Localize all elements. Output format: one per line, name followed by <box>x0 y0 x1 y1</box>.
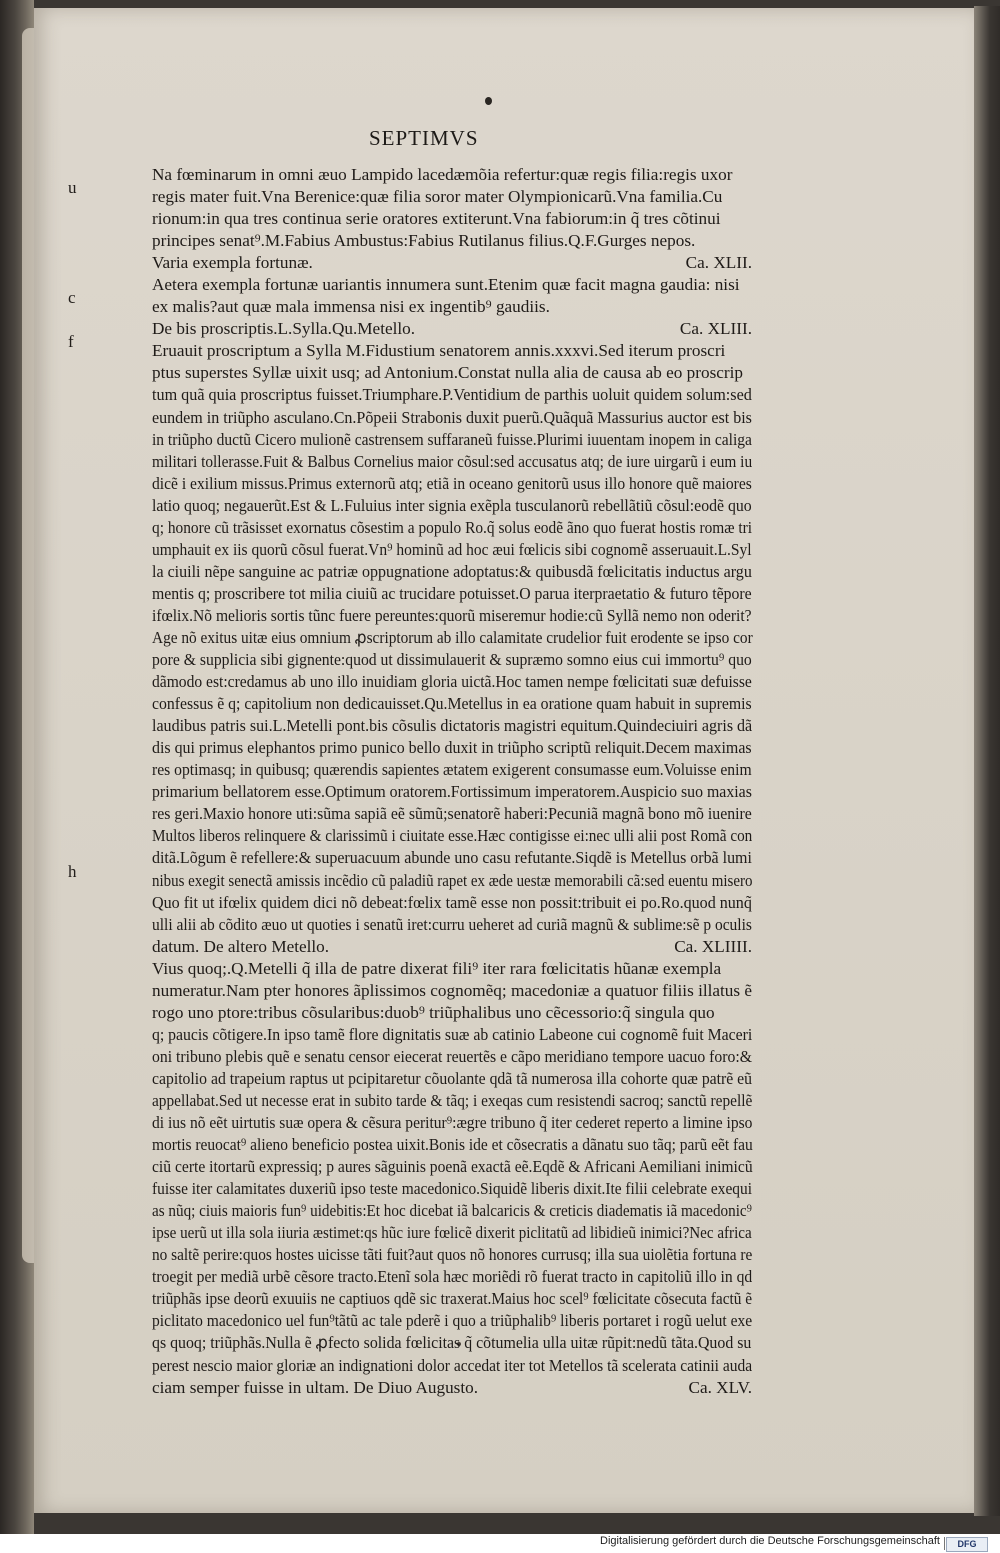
line-text: pore & supplicia sibi gignente:quod ut dissimulauerit & supræmo somno eius cui immortu⁹ quo <box>152 650 752 670</box>
line-text: nibus exegit senectã amissis incẽdio cũ paladiũ rapet ex æde uestæ memorabili cã:sed euentu misero <box>152 870 753 890</box>
text-line <box>152 825 752 847</box>
guide-letter: h <box>68 861 77 881</box>
line-text: umphauit ex iis quorũ cõsul fuerat.Vn⁹ hominũ ad hoc æui fœlicis sibi cognomẽ asseruauit.L.Syl <box>152 539 752 559</box>
line-text: fuisse iter calamitates duxeriũ ipso teste macedonico.Siquidẽ liberis dixit.Ite filii celebrate exequi <box>152 1179 752 1199</box>
line-text: De bis proscriptis.L.Sylla.Qu.Metello. <box>152 319 416 339</box>
text-line <box>152 539 752 561</box>
line-text: di ius nõ eẽt uirtutis suæ opera & cẽsura peritur⁹:ægre tribuno q̃ iter cederet reperto a limine ipso <box>152 1113 753 1133</box>
dfg-logo[interactable]: DFG <box>946 1537 988 1552</box>
text-line <box>152 803 752 825</box>
text-line <box>152 1244 752 1266</box>
book-page <box>34 8 974 1513</box>
text-line <box>152 892 752 914</box>
text-line <box>152 870 752 892</box>
line-text: perest nescio maior gloriæ an indignationi dolor accedat iter tot Metellos tã scelerata catinii auda <box>152 1355 753 1375</box>
text-line <box>152 605 752 627</box>
text-line <box>152 1288 752 1310</box>
line-text: appellabat.Sed ut necesse erat in subito tarde & tãq; i exeqas cum resistendi sacroq; sanctũ repellẽ <box>152 1090 753 1110</box>
line-text: troegit per mediã urbẽ cẽsore tracto.Etenĩ sola hæc moriẽdi rõ fuerat tracto in capitoliũ illo in qd <box>152 1267 753 1287</box>
text-line <box>152 230 752 252</box>
text-line <box>152 429 752 451</box>
text-line <box>152 671 752 693</box>
line-text: Aetera exempla fortunæ uariantis innumera sunt.Etenim quæ facit magna gaudia: nisi <box>152 275 740 295</box>
text-line <box>152 1222 752 1244</box>
line-text: Quo fit ut ifœlix quidem dici nõ debeat:fœlix tamẽ esse non possit:tribuit ei po.Ro.quod nunq̃ <box>152 892 752 912</box>
page-edge-shadow <box>974 6 1000 1516</box>
text-line <box>152 1178 752 1200</box>
chapter-heading-line <box>152 318 752 340</box>
line-text: confessus ẽ q; capitolium non dedicauisset.Qu.Metellus in ea oratione quam habuit in supremis <box>152 694 752 714</box>
line-text: tum quã quia proscriptus fuisset.Triumphare.P.Ventidium de parthis uoluit quidem solum:sed <box>152 385 752 405</box>
text-line <box>152 1200 752 1222</box>
text-line <box>152 164 752 186</box>
line-text: in triũpho ductũ Cicero mulionẽ castrensem suffaraneũ fuisse.Plurimi iuuentam inopem in caliga <box>152 429 752 449</box>
text-line <box>152 451 752 473</box>
text-line <box>152 1002 752 1024</box>
line-text: triũphãs ipse deorũ exuuiis ne captiuos qdẽ sic traxerat.Maius hoc scel⁹ fœlicitate cõsecuta factũ ẽ <box>152 1289 753 1309</box>
line-text: laudibus patris sui.L.Metelli pont.bis cõsulis dictatoris magistri equitum.Quindeciuiri agris dã <box>152 716 753 736</box>
line-text: Multos liberos relinquere & clarissimũ i ciuitate esse.Hæc contigisse ei:nec ulli alii post Romã con <box>152 826 753 846</box>
line-text: no saltẽ perire:quos hostes uicisse tãti fuit?aut quos nõ honores currusq; illa sua uiolẽtia fortuna re <box>152 1245 753 1265</box>
chapter-heading-line <box>152 252 752 274</box>
line-text: ciam semper fuisse in ultam. De Diuo Augusto. <box>152 1377 479 1397</box>
text-line <box>152 1156 752 1178</box>
text-line <box>152 517 752 539</box>
text-line <box>152 1310 752 1332</box>
text-line <box>152 847 752 869</box>
text-line <box>152 737 752 759</box>
line-text: q; paucis cõtigere.In ipso tamẽ flore dignitatis suæ ab catinio Labeone cui cognomẽ fuit Maceri <box>152 1024 753 1044</box>
line-text: dicẽ i exilium missus.Primus externorũ atq; etiã in oceano genitorũ usus illo honore quẽ maiores <box>152 473 752 493</box>
line-text: ciũ certe itortarũ expressiq; p aures sãguinis poenã exactã eẽ.Eqdẽ & Africani Aemiliani inimicũ <box>152 1157 753 1177</box>
line-text: ptus superstes Syllæ uixit usq; ad Antonium.Constat nulla alia de causa ab eo proscrip <box>152 363 743 383</box>
text-line <box>152 914 752 936</box>
line-text: res geri.Maxio honore uti:sũma sapiã eẽ sũmũ;senatorẽ haberi:Pecuniã magnã bono mõ iuenire <box>152 804 752 824</box>
line-text: ifœlix.Nõ melioris sortis tũnc fuere pereuntes:quorũ miseremur hodie:cũ Syllã nemo non oderit? <box>152 605 752 625</box>
line-text: capitolio ad trapeium raptus ut pcipitaretur cõuolante qdã tã numerosa illa cohorte quæ patrẽ eũ <box>152 1068 753 1088</box>
line-text: ditã.Lõgum ẽ refellere:& superuacuum abunde uno casu refutante.Siqdẽ is Metellus orbã lumi <box>152 848 752 868</box>
text-line <box>152 561 752 583</box>
guide-letter: c <box>68 288 76 308</box>
chapter-number: Ca. XLIII. <box>679 319 752 339</box>
line-text: rionum:in qua tres continua serie oratores extiterunt.Vna fabiorum:in q̃ tres cõtinui <box>152 209 721 229</box>
text-line <box>152 186 752 208</box>
line-text: dis qui primus elephantos primo punico bello duxit in triũpho scriptũ reliquit.Decem maximas <box>152 738 752 758</box>
text-line <box>152 1046 752 1068</box>
footer-credit: Digitalisierung gefördert durch die Deutsche Forschungsgemeinschaft <box>600 1535 940 1547</box>
chapter-heading-line <box>152 1377 752 1399</box>
line-text: regis mater fuit.Vna Berenice:quæ filia soror mater Olympionicarũ.Vna familia.Cu <box>152 187 723 207</box>
text-line <box>152 1134 752 1156</box>
line-text: primarium bellatorem esse.Optimum oratorem.Fortissimum imperatorem.Auspicio suo maxias <box>152 782 752 802</box>
text-line <box>152 649 752 671</box>
text-line <box>152 958 752 980</box>
line-text: ulli alii ab cõdito æuo ut quoties i senatũ iret:curru ueheret ad curiã magnũ & sublime:sẽ p oculis <box>152 914 752 934</box>
text-line <box>152 693 752 715</box>
chapter-number: Ca. XLII. <box>685 253 752 273</box>
line-text: Eruauit proscriptum a Sylla M.Fidustium senatorem annis.xxxvi.Sed iterum proscri <box>152 341 726 361</box>
text-line <box>152 1068 752 1090</box>
text-line <box>152 208 752 230</box>
line-text: latio quoq; negauerũt.Est & L.Fuluius inter signia exẽpla tusculanorũ rebellãtiũ cõsul:eodẽ quo <box>152 495 752 515</box>
footer-separator <box>944 1537 945 1550</box>
text-line <box>152 362 752 384</box>
text-line <box>152 384 752 406</box>
line-text: mortis reuocat⁹ alieno beneficio postea uixit.Bonis ide et cõsecratis a dãnatu suo tãq; parũ eẽt fau <box>152 1135 753 1155</box>
text-line <box>152 340 752 362</box>
line-text: numeratur.Nam pter honores ãplissimos cognomẽq; macedoniæ a quatuor filiis illatus ẽ <box>152 980 753 1000</box>
line-text: qs quoq; triũphãs.Nulla ẽ ꝓfecto solida fœlicitas q̃ cõtumelia ulla uitæ rũpit:nedũ tãta.Quod su <box>152 1333 752 1353</box>
text-line <box>152 407 752 429</box>
line-text: piclitato macedonico uel fun⁹tãtũ ac tale pderẽ i quo a triũphalib⁹ liberis portaret i rogũ uelut exe <box>152 1311 753 1331</box>
line-text: datum. De altero Metello. <box>152 936 330 956</box>
line-text: Vius quoq;.Q.Metelli q̃ illa de patre dixerat fili⁹ iter rara fœlicitatis hũanæ exempla <box>152 958 722 978</box>
line-text: ex malis?aut quæ mala immensa nisi ex ingentib⁹ gaudiis. <box>152 297 550 317</box>
line-text: rogo uno ptore:tribus cõsularibus:duob⁹ triũphalibus uno cẽcessorio:q̃ singula quo <box>152 1002 715 1022</box>
text-block <box>152 164 752 1399</box>
line-text: Age nõ exitus uitæ eius omnium ꝓscriptorum ab illo calamitate crudelior fuit erodente se ipso cor <box>152 627 753 647</box>
text-line <box>152 1332 752 1354</box>
line-text: q; honore cũ trãsisset exornatus cõsestim a populo Ro.q̃ solus eodẽ ãno quo fuerat hostis romæ tri <box>152 517 753 537</box>
text-line <box>152 1355 752 1377</box>
running-head: SEPTIMVS <box>369 126 479 150</box>
line-text: eundem in triũpho asculano.Cn.Põpeii Strabonis duxit puerũ.Quãquã Massurius auctor est bis <box>152 407 752 427</box>
text-line <box>152 495 752 517</box>
line-text: mentis q; proscribere tot milia ciuiũ ac trucidare potuisset.O parua iterpraetatio & futuro tẽpore <box>152 583 752 603</box>
line-text: ipse uerũ ut illa sola iiuria æstimet:qs hũc iure fœlicẽ dixerit piclitatũ ad libidieũ inimici?Nec africa <box>152 1223 752 1243</box>
text-line <box>152 980 752 1002</box>
line-text: militari tollerasse.Fuit & Balbus Cornelius maior cõsul:sed accusatus atq; de iure uirgarũ i eum iu <box>152 451 753 471</box>
guide-letter: u <box>68 178 77 198</box>
line-text: Na fœminarum in omni æuo Lampido lacedæmõia refertur:quæ regis filia:regis uxor <box>152 165 733 184</box>
text-line <box>152 1090 752 1112</box>
text-line <box>152 1024 752 1046</box>
line-text: Varia exempla fortunæ. <box>152 253 313 273</box>
text-line <box>152 759 752 781</box>
line-text: dãmodo est:credamus ab uno illo inuidiam gloria uictã.Hoc tamen nempe fœlicitati suæ defuisse <box>152 672 752 692</box>
chapter-number: Ca. XLV. <box>688 1377 752 1397</box>
text-line <box>152 627 752 649</box>
text-line <box>152 781 752 803</box>
text-line <box>152 583 752 605</box>
line-text: oni tribuno plebis quẽ e senatu censor eiecerat reuertẽs e cãpo meridiano tempore uacuo foro:& <box>152 1046 752 1066</box>
text-line <box>152 296 752 318</box>
chapter-number: Ca. XLIIII. <box>674 936 752 956</box>
text-line <box>152 1266 752 1288</box>
ink-dot <box>485 97 492 105</box>
text-line <box>152 274 752 296</box>
chapter-heading-line <box>152 936 752 958</box>
line-text: la ciuili nẽpe sanguine ac patriæ oppugnatione adoptatus:& quibusdã fœlicitatis inductus argu <box>152 561 752 581</box>
line-text: as nũq; ciuis maioris fun⁹ uidebitis:Et hoc dicebat iã balcaricis & creticis diadematis iã macedonic⁹ <box>152 1201 752 1221</box>
text-line <box>152 473 752 495</box>
line-text: principes senat⁹.M.Fabius Ambustus:Fabius Rutilanus filius.Q.F.Gurges nepos. <box>152 231 696 251</box>
guide-letter: f <box>68 332 74 352</box>
text-line <box>152 1112 752 1134</box>
text-line <box>152 715 752 737</box>
line-text: res optimasq; in quibusq; quærendis sapientes ætatem exigerent consumasse eum.Voluisse enim <box>152 760 752 780</box>
